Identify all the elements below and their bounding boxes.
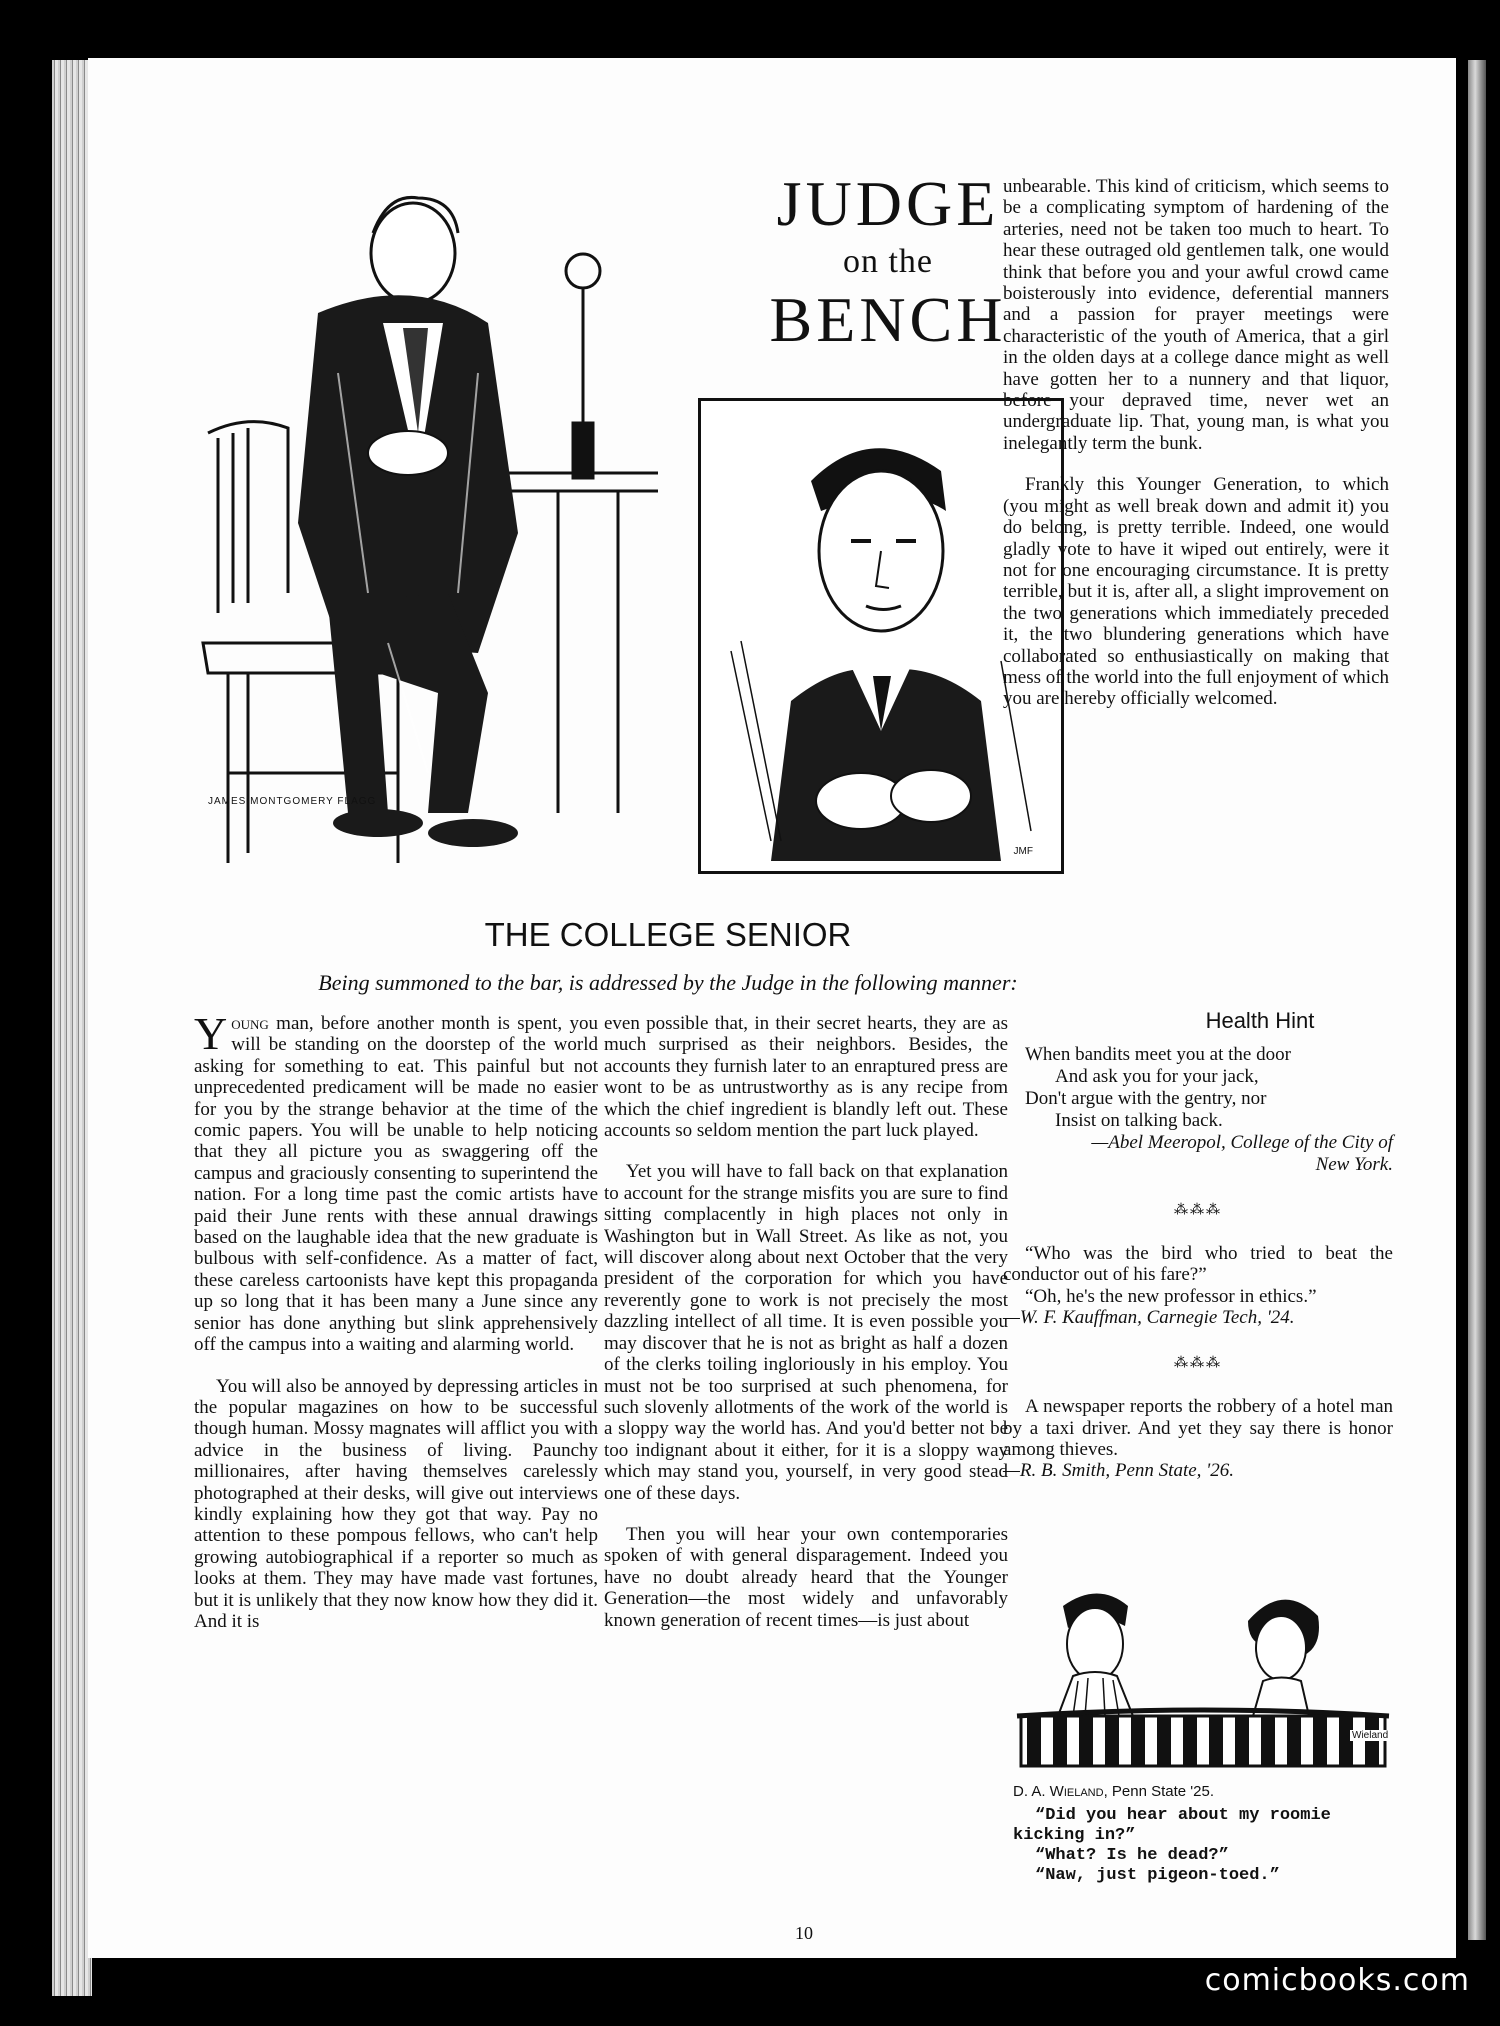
caption-line: “Naw, just pigeon-toed.” [1035,1866,1280,1885]
article-subtitle: Being summoned to the bar, is addressed by the Judge in the following manner: [318,970,1018,995]
verse-attribution: —Abel Meeropol, College of the City of New York. [1091,1132,1393,1175]
article-paragraph-3: even possible that, in their secret hearts, they are as much surprised as their neighbors. Besides, the accounts they furnish later to an enraptured press are wont to be as untrustworthy as is any recipe from which the chief ingredient is blandly left out. These accounts so seldom mention the part luck played. [604,1013,1008,1142]
next-page-edge [1468,60,1486,1940]
cartoon-caption [1013,1783,1393,1886]
article-column-1 [194,1008,598,1632]
cartoon-credit-school: , Penn State '25. [1103,1783,1215,1800]
judge-illustration [188,173,668,893]
paragraph-1-text: man, before another month is spent, you will be standing on the doorstep of the world asking for something to eat. This painful but not unprecedented predicament will be made no easier for you by the strange behavior at the time of the comic papers. You will be unable to help noticing that they all picture you as swaggering off the campus and graciously consenting to superintend the nation. For a long time past the comic artists have paid their June rents with these annual drawings based on the laughable idea that the new graduate is bulbous with self-confidence. As a matter of fact, these careless cartoonists have kept this propaganda up so long that it has been many a June since any senior has done anything but slink apprehensively off the campus into a waiting and alarming world. [194,1013,598,1356]
health-hint-verse [1003,1044,1393,1132]
joke-2-attribution: —R. B. Smith, Penn State, '26. [1003,1460,1234,1482]
page-stack-edge [52,60,92,1996]
article-title: THE COLLEGE SENIOR [484,916,852,953]
verse-line: And ask you for your jack, [1055,1066,1259,1087]
masthead-on-the: on the [842,243,934,280]
verse-line: When bandits meet you at the door [1025,1044,1291,1065]
caption-line: “Did you hear about my roomie kicking in?” [1013,1806,1331,1845]
magazine-page [88,58,1456,1958]
article-column-3 [1003,176,1389,710]
joke-1-question: “Who was the bird who tried to beat the conductor out of his fare?” [1003,1243,1393,1286]
article-paragraph-2: You will also be annoyed by depressing articles in the popular magazines on how to be successful though human. Mossy magnates will afflict you with advice in the business of living. Paunchy millionaires, after having themselves carelessly photographed at their desks, will give out interviews kindly explaining how they got that way. Pay no attention to these pompous fellows, who can't help growing autobiographical if a reporter so much as looks at them. They may have made vast fortunes, but it is unlikely that they now know how they did it. And it is [194,1375,598,1632]
site-watermark: comicbooks.com [1204,1963,1470,1998]
article-paragraph-5: Then you will hear your own contemporaries spoken of with general disparagement. Indeed you have no doubt already heard that the Younger Generation—the most widely and unfavorably known generation of recent times—is just about [604,1523,1008,1631]
page-number: 10 [795,1923,813,1943]
drop-cap: Y [194,1008,228,1059]
article-paragraph-7: Frankly this Younger Generation, to which (you might as well break down and admit it) you do belong, is pretty terrible. Indeed, one would gladly vote to have it wiped out entirely, were it not for one encouraging circumstance. It is pretty terrible, but it is, after all, a slight improvement on the two generations which immediately preceded it, the two blundering generations which have collaborated so enthusiastically on making that mess of the world into the full enjoyment of which you are hereby officially welcomed. [1003,474,1389,710]
cartoon-credit-name: D. A. Wieland [1013,1783,1104,1800]
article-paragraph-4: Yet you will have to fall back on that explanation to account for the strange misfits you are sure to find sitting complacently in high places not only in Washington but in Wall Street. As like as not, you will discover along about next October that the very president of the corporation for which you have reverently gone to work is not precisely the most dazzling intellect of all time. It is even possible you may discover that he is not as bright as half a dozen of the clerks toiling ingloriously in his employ. You must not be too surprised at such phenomena, for such slovenly allotments of the work of the world is a sloppy way the world has. And you'd better not be too indignant about it either, for it is a sloppy way which may stand you, yourself, in very good stead one of these days. [604,1161,1008,1504]
verse-line: Insist on talking back. [1055,1110,1223,1131]
separator-ornament: ⁂⁂⁂ [1174,1203,1222,1218]
couple-cartoon [1013,1576,1393,1776]
small-caps-lead: oung [231,1013,269,1034]
joke-1-answer: “Oh, he's the new professor in ethics.” [1025,1285,1317,1307]
health-hint-title: Health Hint [1205,1008,1315,1033]
judge-artist-signature: JAMES MONTGOMERY FLAGG [208,796,377,807]
cartoon-artist-signature: Wieland [1352,1730,1389,1741]
joke-1-attribution: —W. F. Kauffman, Carnegie Tech, '24. [1003,1307,1295,1329]
masthead-judge: JUDGE [776,168,1000,239]
article-paragraph-6: unbearable. This kind of criticism, which seems to be a complicating symptom of hardening of the arteries, need not be taken too much to heart. To hear these outraged old gentlemen talk, one would think that before you and your awful crowd came boisterously into evidence, deferential manners and a passion for prayer meetings were characteristic of the youth of America, that a girl in the olden days at a college dance might as well have gotten her to a nunnery and that liquor, before your depraved time, never wet an undergraduate lip. That, young man, is what you inelegantly term the bunk. [1003,176,1389,454]
caption-line: “What? Is he dead?” [1035,1846,1229,1865]
article-paragraph-1 [194,1008,598,1356]
article-column-2 [604,1013,1008,1631]
cartoon-credit [1013,1783,1393,1800]
senior-artist-signature: JMF [1013,846,1033,857]
joke-2-text: A newspaper reports the robbery of a hotel man by a taxi driver. And yet they say there is honor among thieves. [1003,1396,1393,1461]
verse-line: Don't argue with the gentry, nor [1025,1088,1267,1109]
sidebar-column [1003,1044,1393,1482]
masthead-bench: BENCH [769,284,1007,355]
separator-ornament: ⁂⁂⁂ [1174,1356,1222,1372]
